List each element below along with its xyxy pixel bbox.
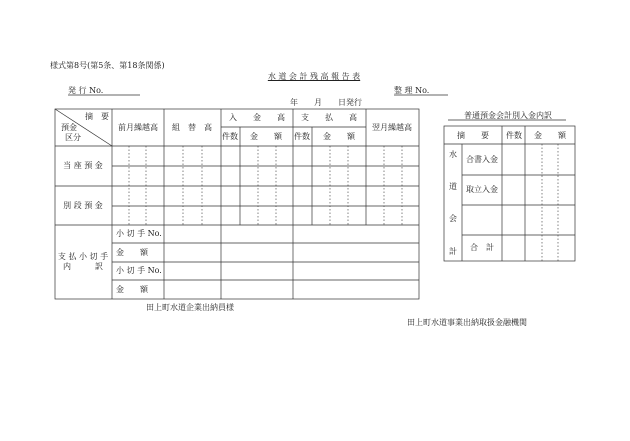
check-number-label-2: 小 切 手 No. (116, 266, 162, 275)
side-row-collection-deposit: 取立入金 (466, 185, 498, 194)
row-checks-payable: 支 払 小 切 手 (57, 252, 109, 261)
header-in-amount: 金 額 (250, 132, 282, 141)
header-next-balance: 翌月繰越高 (372, 123, 412, 132)
header-prev-balance: 前月繰越高 (118, 123, 158, 132)
issue-number-label: 発 行 No. (68, 86, 104, 95)
header-diagonal-top: 摘 要 (85, 112, 109, 121)
header-deposit-amount: 入 金 高 (229, 113, 285, 122)
side-vertical-account: 会 (449, 214, 457, 223)
reference-number-label: 整 理 No. (394, 86, 430, 95)
check-number-label-1: 小 切 手 No. (116, 229, 162, 238)
form-title: 水 道 会 計 残 高 報 告 表 (267, 72, 361, 81)
side-header-amount: 金 額 (534, 131, 566, 140)
side-header-count: 件数 (506, 131, 522, 140)
side-vertical-way: 道 (449, 182, 457, 191)
form-number: 様式第8号(第5条、第18条関係) (50, 61, 165, 70)
side-vertical-water: 水 (449, 150, 457, 159)
signature-left: 田上町水道企業出納員様 (146, 303, 234, 312)
side-vertical-total: 計 (449, 247, 457, 256)
amount-label-2: 金 額 (116, 285, 148, 294)
header-out-count: 件数 (294, 132, 310, 141)
signature-right: 田上町水道事業出納取扱金融機関 (407, 318, 527, 327)
header-transfer: 組 替 高 (172, 123, 212, 132)
row-special-deposit: 別 段 預 金 (63, 201, 103, 210)
side-header-item: 摘 要 (457, 131, 489, 140)
issue-date: 年 月 日発行 (290, 98, 362, 107)
header-out-amount: 金 額 (323, 132, 355, 141)
header-diagonal-deposit: 預金 (61, 123, 77, 132)
header-in-count: 件数 (222, 132, 238, 141)
header-diagonal-class: 区分 (65, 133, 81, 142)
amount-label-1: 金 額 (116, 248, 148, 257)
side-row-joint-deposit: 合書入金 (466, 155, 498, 164)
side-table-title: 普通預金会計別入金内訳 (464, 111, 552, 120)
header-payment-amount: 支 払 高 (301, 113, 357, 122)
row-current-deposit: 当 座 預 金 (63, 161, 103, 170)
row-checks-breakdown: 内 訳 (63, 262, 103, 271)
side-row-total: 合 計 (470, 243, 494, 252)
